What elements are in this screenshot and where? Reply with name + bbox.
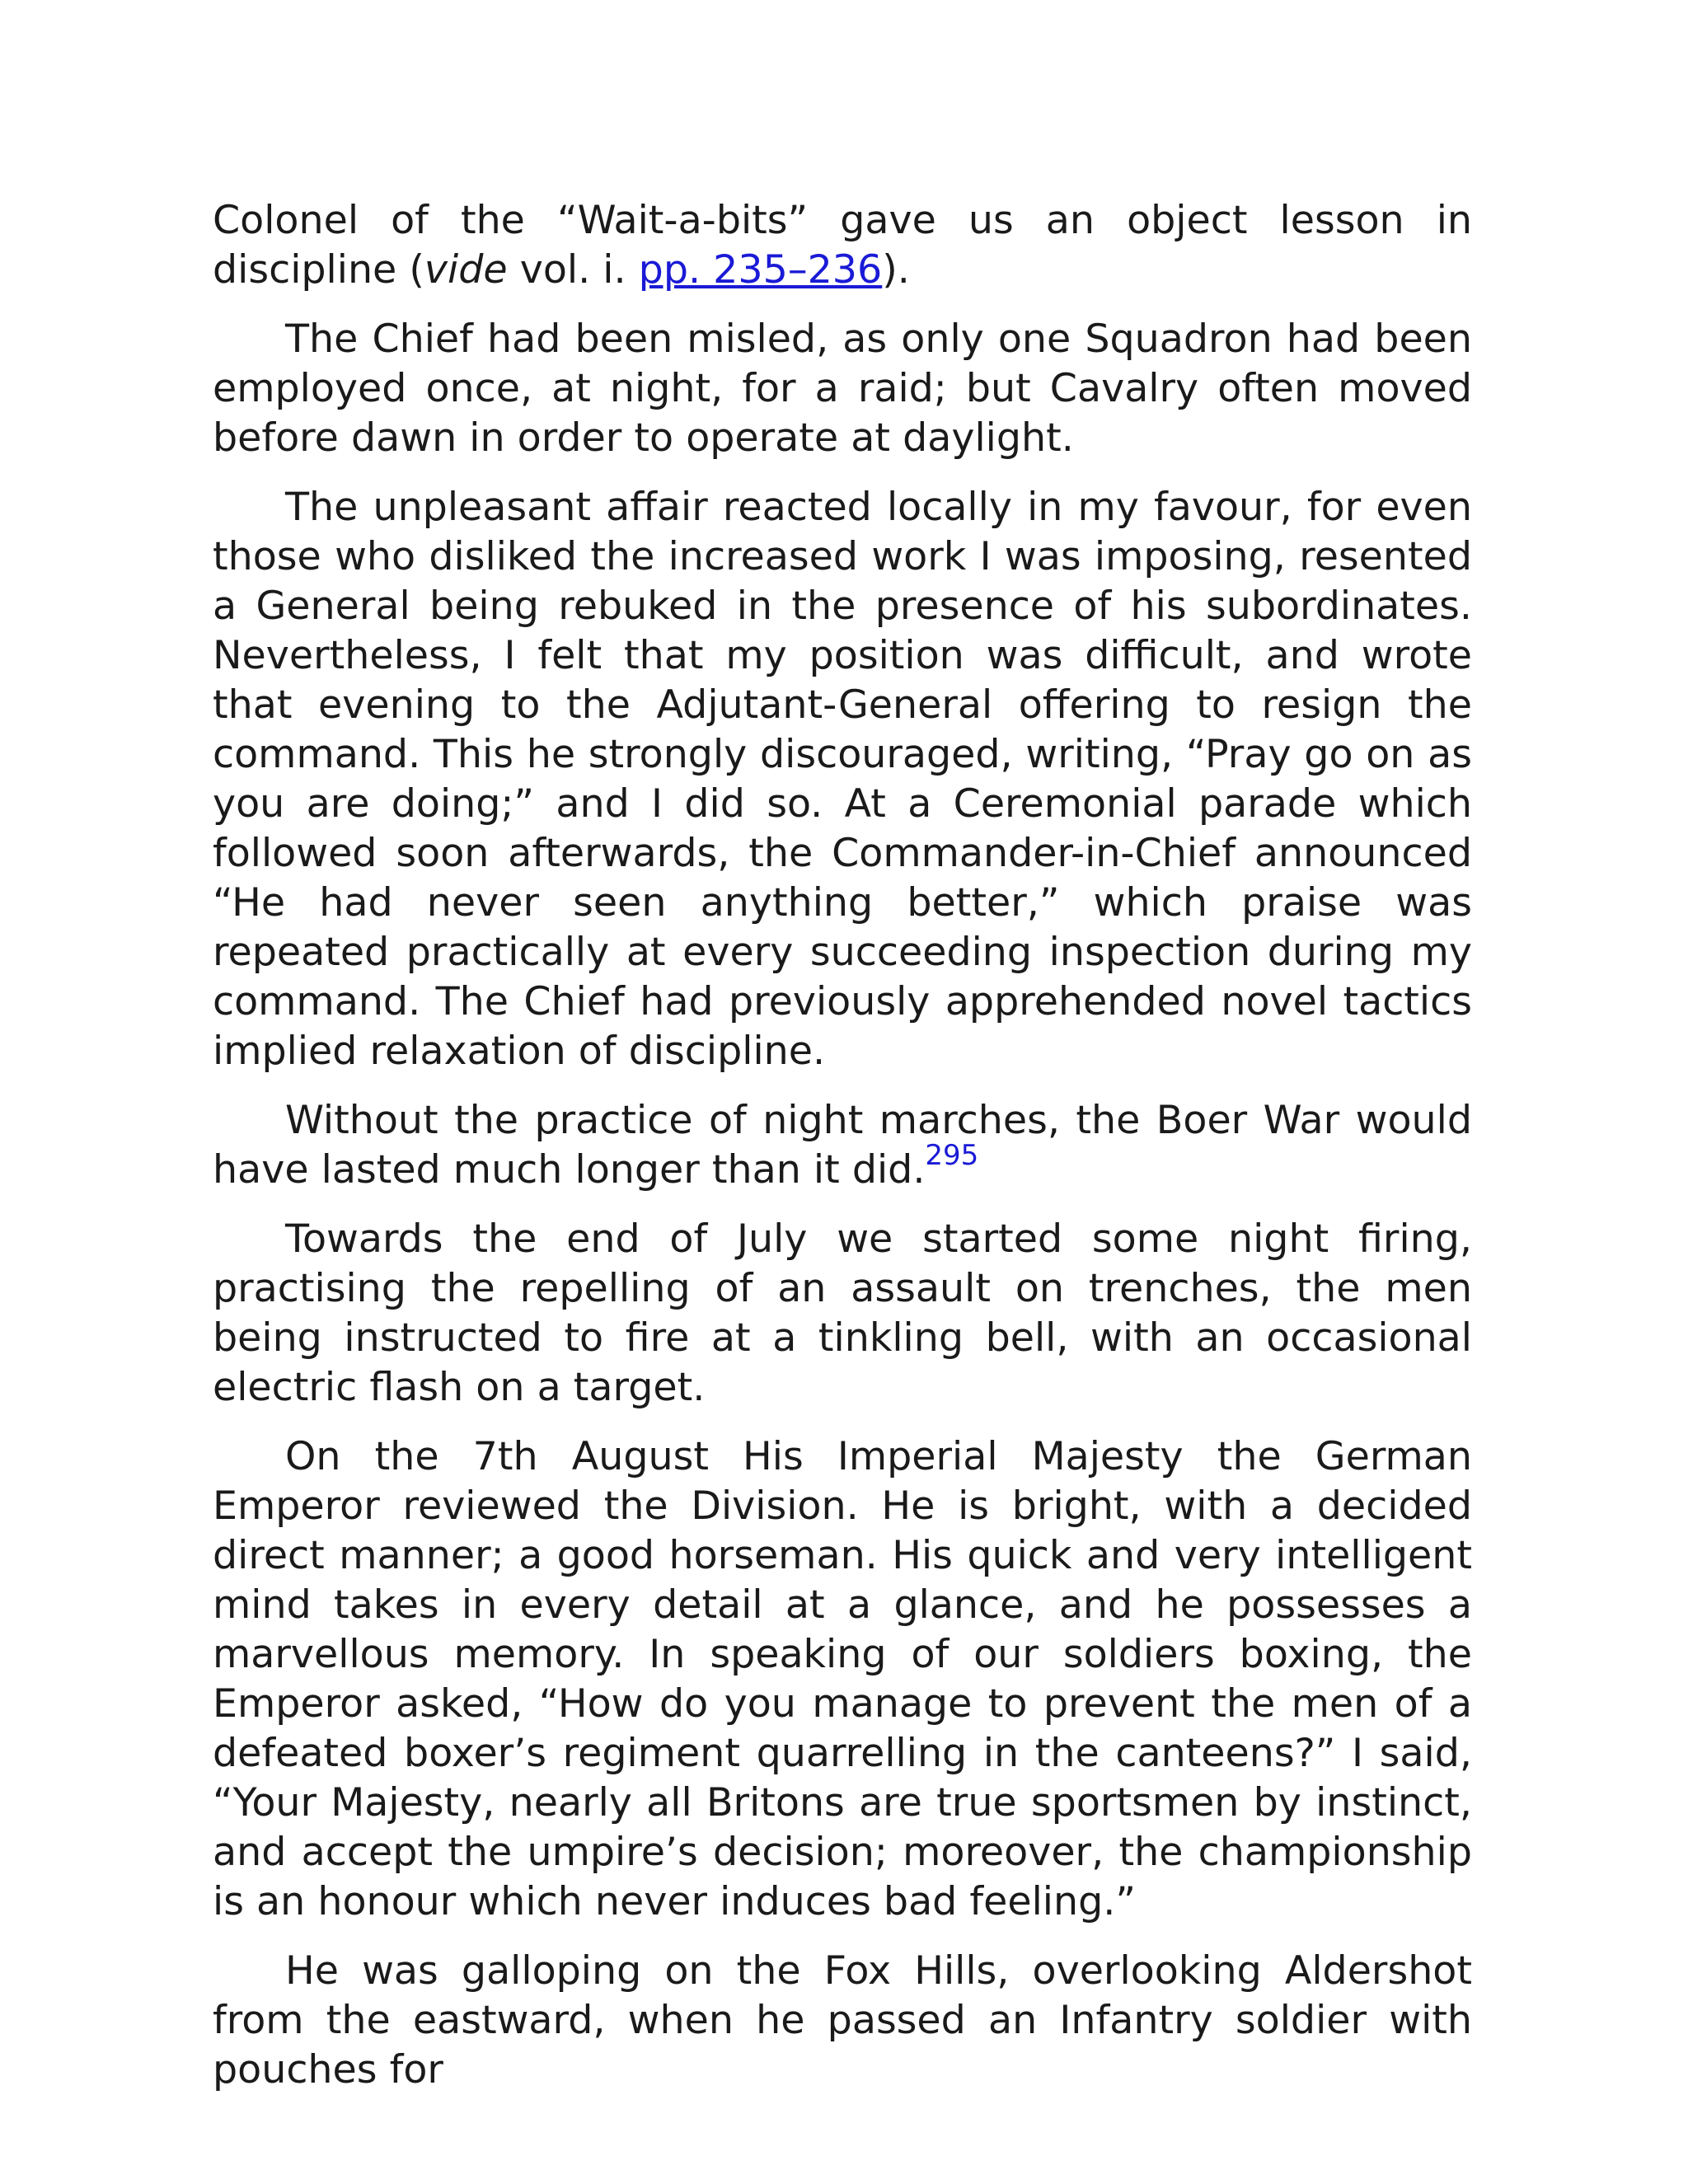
paragraph-7: He was galloping on the Fox Hills, overlooking Aldershot from the eastward, when he passed an Infantry soldier with pouches for [213,1948,1472,2093]
paragraph-5: Towards the end of July we started some night firing, practising the repelling of an assault on trenches, the men being instructed to fire at a tinkling bell, with an occasional electric flash on a target. [213,1216,1472,1410]
vide-italic: vide [424,247,508,293]
paragraph-1-text-start: Colonel of the “Wait-a-bits” gave us an object lesson in discipline ( [213,198,1472,293]
paragraph-1-text-middle: vol. i. [507,247,639,293]
footnote-link[interactable]: 295 [925,1139,979,1172]
paragraph-1-text-end: ). [882,247,910,293]
paragraph-1 [213,196,1472,295]
paragraph-4 [213,1096,1472,1195]
page-body [213,196,1472,2115]
paragraph-6: On the 7th August His Imperial Majesty the German Emperor reviewed the Division. He is bright, with a decided direct manner; a good horseman. His quick and very intelligent mind takes in every detail at a glance, and he possesses a marvellous memory. In speaking of our soldiers boxing, the Emperor asked, “How do you manage to prevent the men of a defeated boxer’s regiment quarrelling in the canteens?” I said, “Your Majesty, nearly all Britons are true sportsmen by instinct, and accept the umpire’s decision; moreover, the championship is an honour which never induces bad feeling.” [213,1434,1472,1924]
paragraph-2: The Chief had been misled, as only one Squadron had been employed once, at night, for a raid; but Cavalry often moved before dawn in order to operate at daylight. [213,316,1472,461]
paragraph-4-text: Without the practice of night marches, the Boer War would have lasted much longer than it did. [213,1098,1472,1193]
page-reference-link[interactable]: pp. 235–236 [638,247,883,293]
paragraph-3: The unpleasant affair reacted locally in my favour, for even those who disliked the increased work I was imposing, resented a General being rebuked in the presence of his subordinates. Nevertheless, I felt that my position was difficult, and wrote that evening to the Adjutant-General offering to resign the command. This he strongly discouraged, writing, “Pray go on as you are doing;” and I did so. At a Ceremonial parade which followed soon afterwards, the Commander-in-Chief announced “He had never seen anything better,” which praise was repeated practically at every succeeding inspection during my command. The Chief had previously apprehended novel tactics implied relaxation of discipline. [213,485,1472,1074]
